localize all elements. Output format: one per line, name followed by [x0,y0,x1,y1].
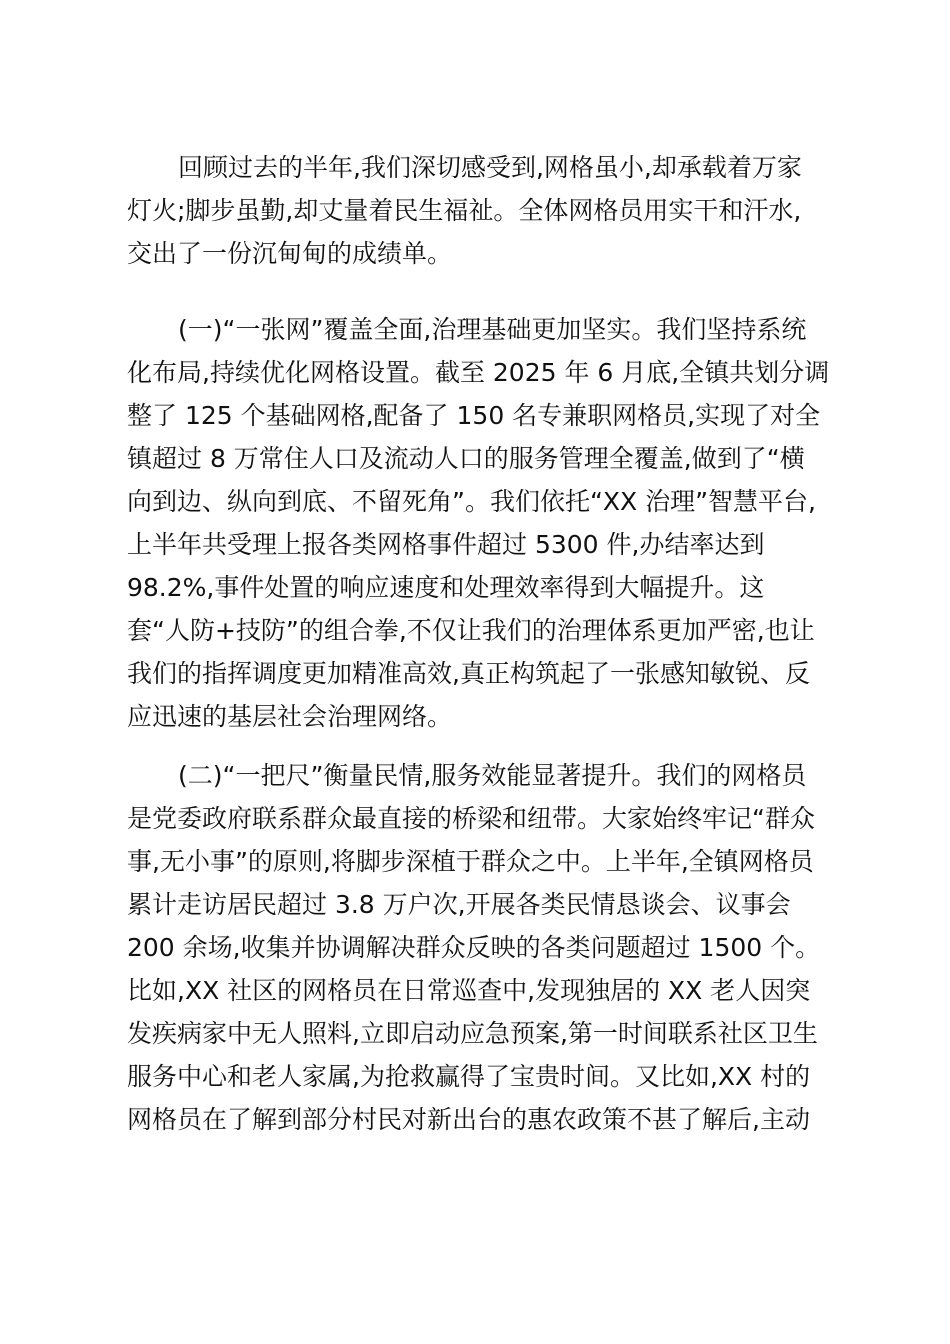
paragraph-1-line-2: 灯火;脚步虽勤,却丈量着民生福祉。全体网格员用实干和汗水, [127,196,802,225]
paragraph-3-line-5: 200 余场,收集并协调解决群众反映的各类问题超过 1500 个。 [127,933,821,962]
paragraph-3-line-7: 发疾病家中无人照料,立即启动应急预案,第一时间联系社区卫生 [127,1019,818,1048]
paragraph-1-line-3: 交出了一份沉甸甸的成绩单。 [127,239,453,268]
paragraph-2-line-4: 镇超过 8 万常住人口及流动人口的服务管理全覆盖,做到了“横 [127,444,805,473]
paragraph-2-line-9: 我们的指挥调度更加精准高效,真正构筑起了一张感知敏锐、反 [127,659,810,688]
paragraph-2-line-6: 上半年共受理上报各类网格事件超过 5300 件,办结率达到 [127,530,765,559]
paragraph-2-line-10: 应迅速的基层社会治理网络。 [127,702,453,731]
paragraph-2-line-3: 整了 125 个基础网格,配备了 150 名专兼职网格员,实现了对全 [127,401,821,430]
paragraph-3-line-6: 比如,XX 社区的网格员在日常巡查中,发现独居的 XX 老人因突 [127,976,811,1005]
paragraph-3-line-8: 服务中心和老人家属,为抢救赢得了宝贵时间。又比如,XX 村的 [127,1062,811,1091]
paragraph-2-line-1: (一)“一张网”覆盖全面,治理基础更加坚实。我们坚持系统 [178,315,807,344]
paragraph-3-line-9: 网格员在了解到部分村民对新出台的惠农政策不甚了解后,主动 [127,1105,810,1134]
paragraph-3-line-1: (二)“一把尺”衡量民情,服务效能显著提升。我们的网格员 [178,761,807,790]
paragraph-2-line-8: 套“人防+技防”的组合拳,不仅让我们的治理体系更加严密,也让 [127,616,815,645]
paragraph-2-line-5: 向到边、纵向到底、不留死角”。我们依托“XX 治理”智慧平台, [127,487,817,516]
paragraph-2-line-7: 98.2%,事件处置的响应速度和处理效率得到大幅提升。这 [127,573,765,602]
paragraph-3-line-4: 累计走访居民超过 3.8 万户次,开展各类民情恳谈会、议事会 [127,890,791,919]
paragraph-3-line-2: 是党委政府联系群众最直接的桥梁和纽带。大家始终牢记“群众 [127,804,815,833]
paragraph-2-line-2: 化布局,持续优化网格设置。截至 2025 年 6 月底,全镇共划分调 [127,358,830,387]
paragraph-1-line-1: 回顾过去的半年,我们深切感受到,网格虽小,却承载着万家 [178,153,802,182]
paragraph-3-line-3: 事,无小事”的原则,将脚步深植于群众之中。上半年,全镇网格员 [127,847,814,876]
